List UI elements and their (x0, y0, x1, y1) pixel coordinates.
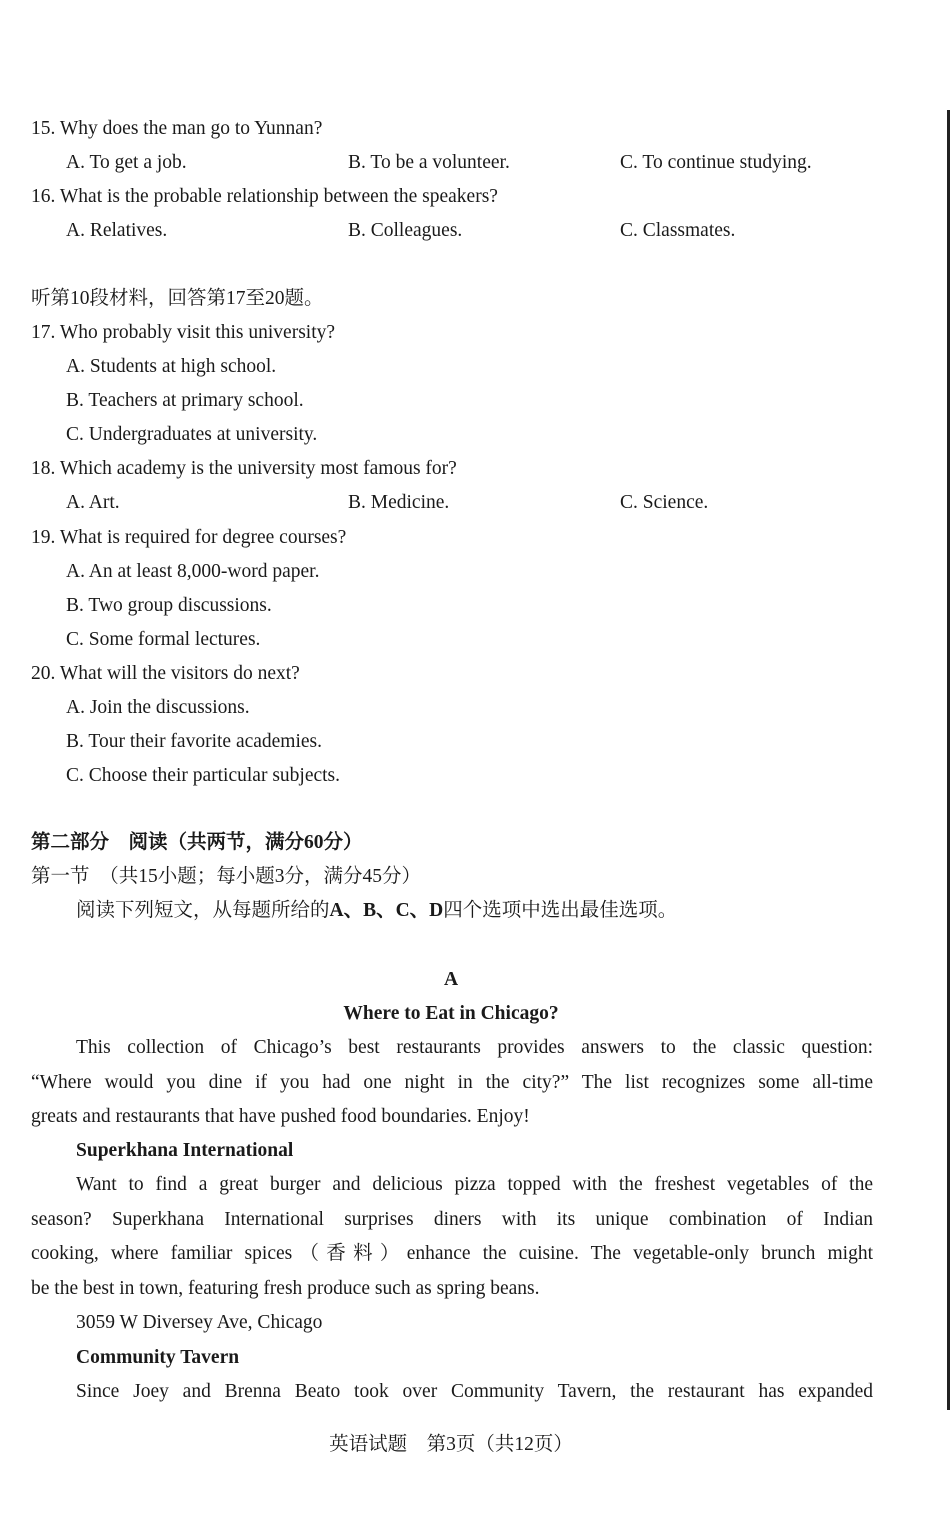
r2-line-1: Since Joey and Brenna Beato took over Community Tavern, the restaurant has expanded (76, 1381, 873, 1402)
page-footer: 英语试题 第3页（共12页） (329, 1434, 573, 1455)
q17-option-b: B. Teachers at primary school. (66, 390, 304, 411)
r1-line-3: cooking, where familiar spices（香料）enhance the cuisine. The vegetable-only brunch might (31, 1243, 873, 1264)
q20-option-c: C. Choose their particular subjects. (66, 765, 341, 786)
q17-option-c: C. Undergraduates at university. (66, 424, 318, 445)
q15-option-a: A. To get a job. (66, 152, 187, 173)
q18-option-c: C. Science. (620, 492, 709, 513)
r1-line-1: Want to find a great burger and delicious pizza topped with the freshest vegetables of the (76, 1174, 873, 1195)
instruction-pre: 阅读下列短文，从每题所给的 (76, 900, 330, 921)
q19-option-c: C. Some formal lectures. (66, 629, 261, 650)
intro-line-3: greats and restaurants that have pushed food boundaries. Enjoy! (31, 1106, 530, 1127)
q19-option-a: A. An at least 8,000-word paper. (66, 561, 320, 582)
q17-option-a: A. Students at high school. (66, 356, 277, 377)
q18-option-a: A. Art. (66, 492, 120, 513)
intro-line-2: “Where would you dine if you had one night in the city?” The list recognizes some all-time (31, 1072, 873, 1093)
question-18: 18. Which academy is the university most famous for? (31, 458, 457, 479)
r1-line-2: season? Superkhana International surprises diners with its unique combination of Indian (31, 1209, 873, 1230)
restaurant-1-name: Superkhana International (76, 1140, 294, 1161)
q15-option-b: B. To be a volunteer. (348, 152, 510, 173)
q20-option-b: B. Tour their favorite academies. (66, 731, 323, 752)
section-10-instruction: 听第10段材料，回答第17至20题。 (31, 288, 324, 309)
question-15: 15. Why does the man go to Yunnan? (31, 118, 323, 139)
question-16: 16. What is the probable relationship between the speakers? (31, 186, 498, 207)
passage-title: Where to Eat in Chicago? (343, 1003, 559, 1024)
q16-option-c: C. Classmates. (620, 220, 736, 241)
q16-option-a: A. Relatives. (66, 220, 168, 241)
q20-option-a: A. Join the discussions. (66, 697, 250, 718)
q16-option-b: B. Colleagues. (348, 220, 463, 241)
question-20: 20. What will the visitors do next? (31, 663, 300, 684)
instruction-letters: A、B、C、D (329, 900, 444, 921)
restaurant-1-address: 3059 W Diversey Ave, Chicago (76, 1312, 323, 1333)
reading-instruction (76, 899, 677, 923)
q19-option-b: B. Two group discussions. (66, 595, 272, 616)
restaurant-2-name: Community Tavern (76, 1347, 240, 1368)
intro-line-1: This collection of Chicago’s best restaurants provides answers to the classic question: (76, 1037, 873, 1058)
part-2-heading: 第二部分 阅读（共两节，满分60分） (31, 832, 363, 853)
q15-option-c: C. To continue studying. (620, 152, 812, 173)
instruction-post: 四个选项中选出最佳选项。 (443, 900, 678, 921)
passage-letter: A (443, 969, 459, 990)
question-19: 19. What is required for degree courses? (31, 527, 347, 548)
question-17: 17. Who probably visit this university? (31, 322, 336, 343)
section-1-heading: 第一节 （共15小题；每小题3分，满分45分） (31, 866, 422, 887)
q18-option-b: B. Medicine. (348, 492, 450, 513)
r1-line-4: be the best in town, featuring fresh produce such as spring beans. (31, 1278, 540, 1299)
